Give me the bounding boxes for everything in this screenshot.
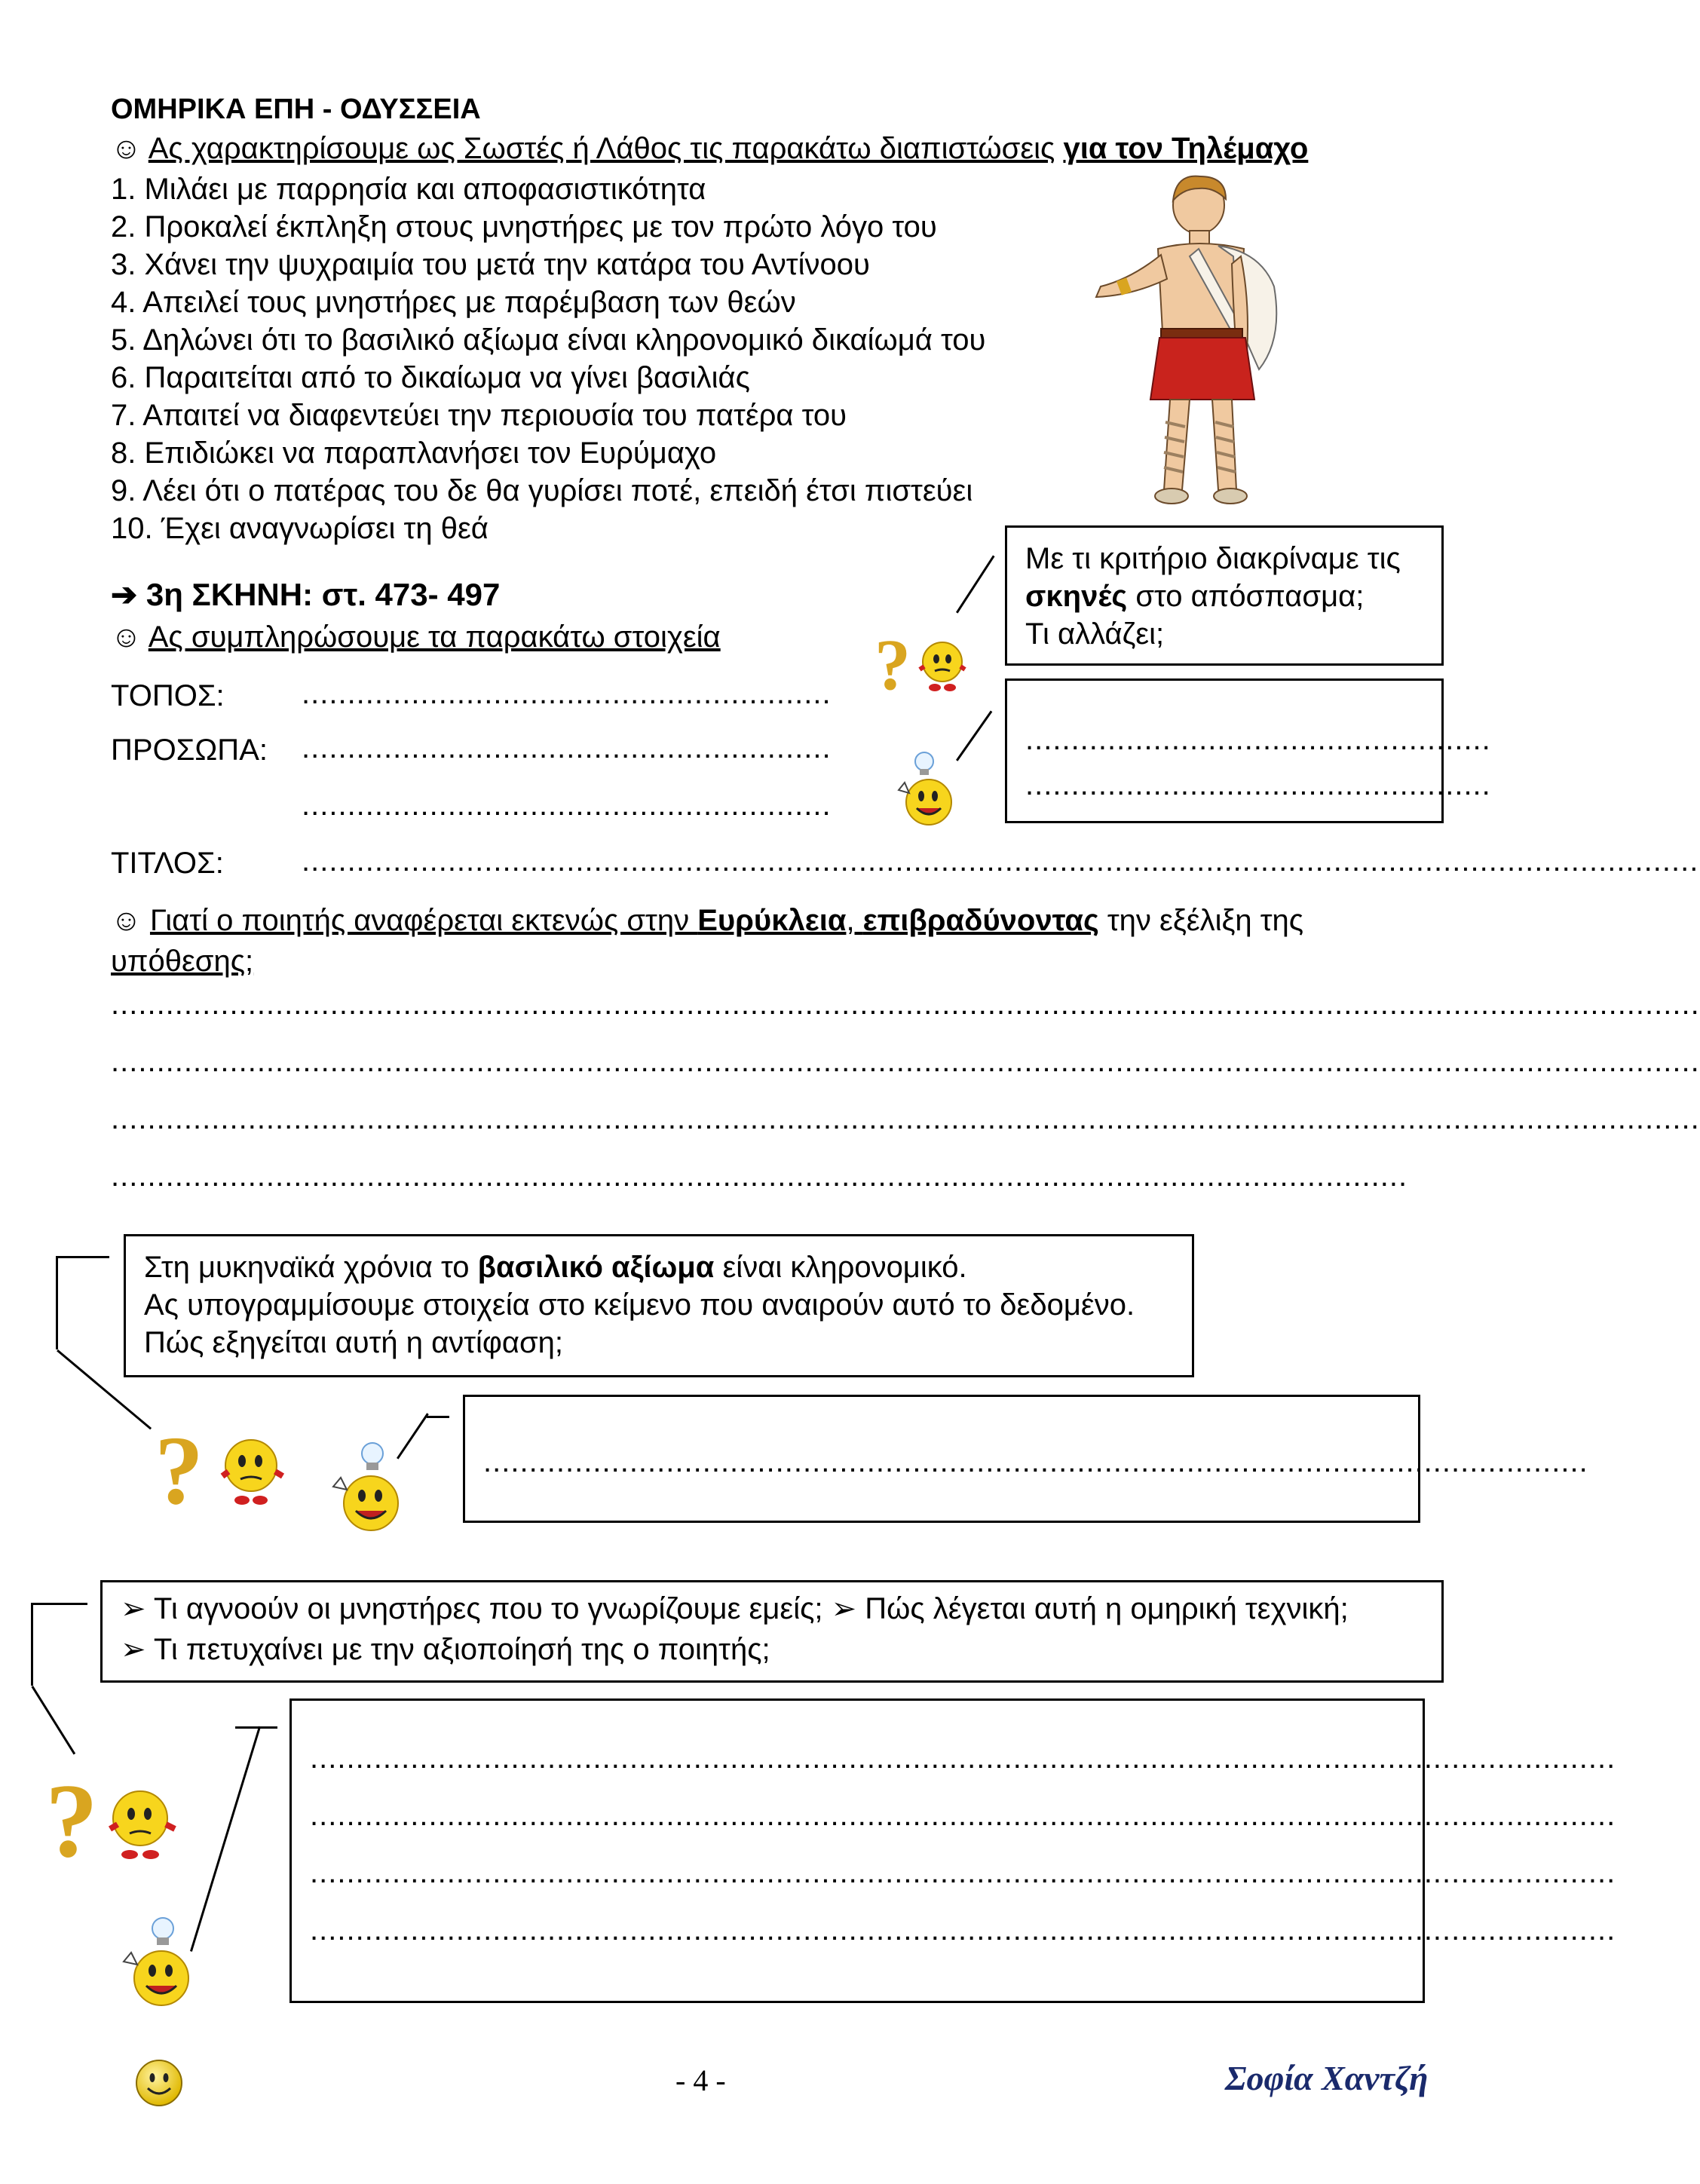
callout-line (235, 1726, 277, 1729)
eurykleia-answer-line[interactable]: .............................................................................................................................................................................. (111, 1102, 1700, 1135)
answer-line[interactable]: ............................................................................................................................................... (310, 1856, 1616, 1889)
statement-1: 1. Μιλάει με παρρησία και αποφασιστικότητα (111, 173, 706, 206)
title-answer-line[interactable]: ......................................................................................................................................................... (302, 844, 1699, 878)
thinking-smiley-icon (875, 624, 973, 705)
statement-3: 3. Χάνει την ψυχραιμία του μετά την κατάρα του Αντίνοου (111, 248, 870, 281)
callout-line (956, 556, 994, 614)
statement-2: 2. Προκαλεί έκπληξη στους μνηστήρες με τον πρώτο λόγο του (111, 210, 937, 244)
criterion-line-3: Τι αλλάζει; (1025, 617, 1165, 651)
bullet-arrow-icon: ➢ (121, 1592, 146, 1625)
smiley-icon: ☺ (111, 132, 142, 165)
irony-line-1: ➢ Τι αγνοούν οι μνηστήρες που το γνωρίζουμε εμείς; ➢ Πώς λέγεται αυτή η ομηρική τεχνική; (121, 1592, 1349, 1625)
statement-10: 10. Έχει αναγνωρίσει τη θεά (111, 512, 489, 545)
answer-line[interactable]: ............................................................................................................................................... (310, 1913, 1616, 1947)
place-answer-line[interactable]: .......................................................... (302, 677, 832, 710)
answer-line[interactable]: ................................................... (1025, 723, 1491, 756)
statement-4: 4. Απειλεί τους μνηστήρες με παρέμβαση των θεών (111, 286, 796, 319)
criterion-question-box (1005, 525, 1444, 666)
smiley-icon: ☺ (111, 620, 142, 654)
answer-line[interactable]: ............................................................................................................................................... (310, 1741, 1616, 1775)
eurykleia-answer-line[interactable]: .............................................................................................................................................................................. (111, 988, 1700, 1021)
statement-7: 7. Απαιτεί να διαφεντεύει την περιουσία του πατέρα του (111, 399, 847, 432)
statement-9: 9. Λέει ότι ο πατέρας του δε θα γυρίσει ποτέ, επειδή έτσι πιστεύει (111, 474, 973, 507)
svg-text:?: ? (875, 624, 911, 705)
answer-line[interactable]: ......................................................................................................................... (483, 1445, 1588, 1478)
answer-line[interactable]: ................................................... (1025, 768, 1491, 801)
idea-smiley-icon (113, 1915, 204, 2013)
eurykleia-question: ☺ Γιατί ο ποιητής αναφέρεται εκτενώς στην Ευρύκλεια, επιβραδύνοντας την εξέλιξη της (111, 904, 1304, 937)
statement-6: 6. Παραιτείται από το δικαίωμα να γίνει βασιλιάς (111, 361, 750, 394)
eurykleia-question-cont: υπόθεσης; (111, 945, 254, 978)
irony-answer-box[interactable] (289, 1698, 1616, 2003)
callout-line (58, 1256, 109, 1258)
royal-line-1: Στη μυκηναϊκά χρόνια το βασιλικό αξίωμα είναι κληρονομικό. (144, 1251, 967, 1284)
arrow-right-icon: ➔ (111, 577, 138, 612)
callout-line (32, 1603, 34, 1686)
page-title: ΟΜΗΡΙΚΑ ΕΠΗ - ΟΔΥΣΣΕΙΑ (111, 93, 481, 125)
idea-smiley-icon (891, 749, 966, 832)
callout-line (427, 1416, 449, 1418)
persons-answer-line[interactable]: .......................................................... (302, 789, 832, 822)
persons-answer-line[interactable]: .......................................................... (302, 731, 832, 764)
criterion-line-2: σκηνές στο απόσπασμα; (1025, 580, 1365, 613)
statement-5: 5. Δηλώνει ότι το βασιλικό αξίωμα είναι κληρονομικό δικαίωμά του (111, 323, 986, 357)
criterion-line-1: Με τι κριτήριο διακρίναμε τις (1025, 542, 1401, 575)
page-number: - 4 - (675, 2063, 726, 2097)
irony-line-2: ➢ Τι πετυχαίνει με την αξιοποίησή της ο ποιητής; (121, 1633, 770, 1666)
thinking-smiley-icon (45, 1763, 188, 1879)
persons-label: ΠΡΟΣΩΠΑ: (111, 734, 268, 767)
bullet-arrow-icon: ➢ (831, 1592, 857, 1625)
callout-line (33, 1603, 87, 1605)
answer-line[interactable]: ............................................................................................................................................... (310, 1799, 1616, 1832)
eurykleia-answer-line[interactable]: .............................................................................................................................................................................. (111, 1045, 1700, 1078)
idea-smiley-icon (323, 1440, 413, 1538)
royal-line-3: Πώς εξηγείται αυτή η αντίφαση; (144, 1326, 564, 1359)
smiley-icon: ☺ (111, 904, 142, 937)
criterion-answer-box[interactable] (1005, 678, 1491, 823)
footer-smiley-icon (134, 2058, 184, 2108)
scene-instruction: ☺ Ας συμπληρώσουμε τα παρακάτω στοιχεία (111, 620, 721, 654)
place-label: ΤΟΠΟΣ: (111, 679, 225, 712)
statement-8: 8. Επιδιώκει να παραπλανήσει τον Ευρύμαχο (111, 436, 717, 470)
callout-line (57, 1256, 59, 1349)
bullet-arrow-icon: ➢ (121, 1633, 146, 1666)
title-label: ΤΙΤΛΟΣ: (111, 847, 224, 880)
royal-line-2: Ας υπογραμμίσουμε στοιχεία στο κείμενο που αναιρούν αυτό το δεδομένο. (144, 1288, 1135, 1322)
irony-question-box (100, 1580, 1444, 1683)
royal-answer-box[interactable] (463, 1395, 1588, 1523)
scene-heading: ➔ 3η ΣΚΗΝΗ: στ. 473- 497 (111, 577, 501, 612)
telemachus-illustration (1086, 173, 1312, 520)
callout-line (32, 1686, 75, 1754)
svg-text:?: ? (155, 1417, 204, 1525)
royal-office-box (124, 1234, 1194, 1377)
instruction-text: Ας χαρακτηρίσουμε ως Σωστές ή Λάθος τις παρακάτω διαπιστώσεις (148, 132, 1055, 165)
svg-text:?: ? (45, 1763, 98, 1879)
true-false-instruction (111, 130, 1308, 167)
thinking-smiley-icon (155, 1417, 298, 1525)
instruction-bold: για τον Τηλέμαχο (1063, 132, 1309, 165)
eurykleia-answer-line[interactable]: .............................................................................................................................................. (111, 1159, 1408, 1193)
author-name: Σοφία Χαντζή (1225, 2059, 1429, 2097)
